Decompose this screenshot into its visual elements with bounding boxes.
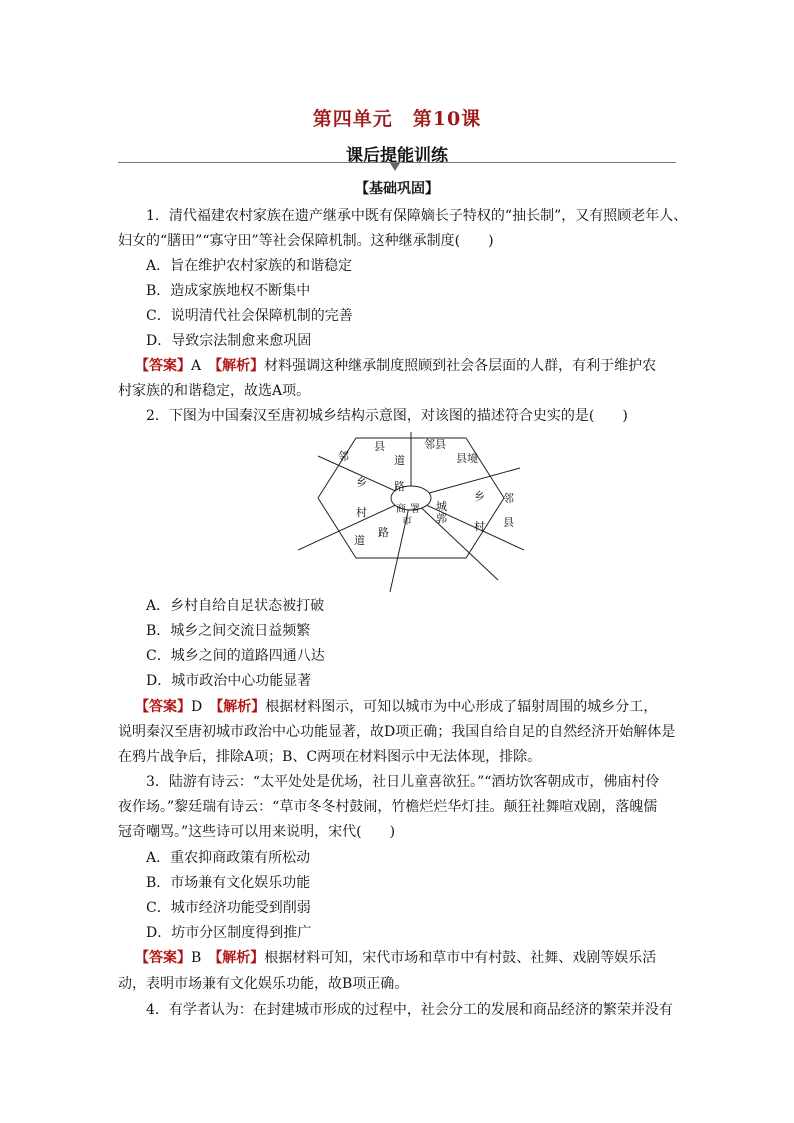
diagram-label: 城: [436, 500, 447, 513]
q3-stem-line1: 3．陆游有诗云：“太平处处是优场，社日儿童喜欲狂。”“酒坊饮客朝成市，佛庙村伶: [146, 774, 660, 790]
answer-value: A: [191, 358, 202, 374]
diagram-label: 邻: [503, 492, 514, 505]
q1-answer-line: [135, 354, 695, 378]
analysis-tag: 【解析】: [216, 699, 266, 715]
diagram-label: 署: [410, 504, 420, 515]
q2-option-c: C．城乡之间的道路四通八达: [146, 648, 325, 664]
q1-stem-line2: 妇女的“膳田”“寡守田”等社会保障机制。这种继承制度( ): [118, 233, 494, 249]
city-rural-structure-diagram: [298, 432, 524, 592]
diagram-label: 商: [396, 504, 406, 515]
diagram-label: 县境: [456, 452, 478, 465]
analysis-text: 根据材料可知，宋代市场和草市中有村鼓、社舞、戏剧等娱乐活: [264, 950, 657, 966]
answer-value: D: [191, 699, 203, 715]
diagram-label: 郭: [436, 512, 447, 525]
diagram-label: 路: [394, 480, 405, 493]
diagram-label: 道: [394, 454, 405, 467]
page-title: 第四单元 第10课: [312, 108, 482, 130]
diagram-label: 路: [378, 526, 389, 539]
q3-analysis-line2: 动，表明市场兼有文化娱乐功能，故B项正确。: [118, 976, 409, 992]
q3-stem-line3: 冠奇嘲骂。”这些诗可以用来说明，宋代( ): [118, 824, 396, 840]
diagram-label: 市: [402, 516, 412, 527]
q1-option-d: D．导致宗法制愈来愈巩固: [146, 333, 312, 349]
q2-analysis-line2: 说明秦汉至唐初城市政治中心功能显著，故D项正确；我国自给自足的自然经济开始解体是: [118, 724, 676, 740]
q3-stem-line2: 夜作场。”黎廷瑞有诗云：“草市冬冬村鼓闹，竹檐烂烂华灯挂。颠狂社舞喧戏剧，落魄儒: [118, 799, 658, 815]
diagram-label: 邻: [338, 450, 349, 463]
q3-option-c: C．城市经济功能受到削弱: [146, 900, 311, 916]
page-subtitle: 课后提能训练: [346, 146, 448, 166]
q4-stem-line1: 4．有学者认为：在封建城市形成的过程中，社会分工的发展和商品经济的繁荣并没有: [146, 1002, 673, 1018]
q2-stem-line1: 2．下图为中国秦汉至唐初城乡结构示意图，对该图的描述符合史实的是( ): [146, 408, 628, 424]
triangle-down-icon: [390, 163, 400, 171]
q2-option-a: A．乡村自给自足状态被打破: [146, 598, 325, 614]
diagram-label: 村: [474, 520, 485, 533]
q2-answer-line: [135, 695, 695, 719]
diagram-label: 道: [354, 534, 365, 547]
analysis-text: 根据材料图示，可知以城市为中心形成了辐射周围的城乡分工，: [265, 699, 658, 715]
q2-analysis-line3: 在鸦片战争后，排除A项；B、C两项在材料图示中无法体现，排除。: [118, 749, 542, 765]
q3-option-b: B．市场兼有文化娱乐功能: [146, 875, 311, 891]
q3-option-a: A．重农抑商政策有所松动: [146, 850, 311, 866]
section-heading: 【基础巩固】: [355, 181, 439, 197]
q3-option-d: D．坊市分区制度得到推广: [146, 925, 312, 941]
q1-option-b: B．造成家族地权不断集中: [146, 283, 311, 299]
q1-analysis-line2: 村家族的和谐稳定，故选A项。: [118, 383, 311, 399]
analysis-tag: 【解析】: [215, 358, 265, 374]
answer-tag: 【答案】: [135, 699, 191, 715]
q2-option-b: B．城乡之间交流日益频繁: [146, 623, 311, 639]
q1-option-a: A．旨在维护农村家族的和谐稳定: [146, 258, 353, 274]
diagram-label: 邻县: [424, 438, 446, 451]
diagram-label: 县: [374, 440, 385, 453]
spoke-bottom-right-2: [411, 498, 498, 580]
answer-tag: 【答案】: [135, 358, 191, 374]
diagram-label: 村: [356, 506, 367, 519]
analysis-text: 材料强调这种继承制度照顾到社会各层面的人群，有利于维护农: [264, 358, 657, 374]
q2-option-d: D．城市政治中心功能显著: [146, 673, 312, 689]
diagram-label: 县: [503, 516, 514, 529]
q3-answer-line: [135, 946, 695, 970]
q1-stem-line1: 1．清代福建农村家族在遗产继承中既有保障嫡长子特权的“抽长制”，又有照顾老年人、: [146, 208, 688, 224]
diagram-label: 乡: [356, 476, 367, 489]
analysis-tag: 【解析】: [215, 950, 265, 966]
answer-value: B: [191, 950, 202, 966]
q1-option-c: C．说明清代社会保障机制的完善: [146, 308, 353, 324]
answer-tag: 【答案】: [135, 950, 191, 966]
diagram-label: 乡: [474, 490, 485, 503]
